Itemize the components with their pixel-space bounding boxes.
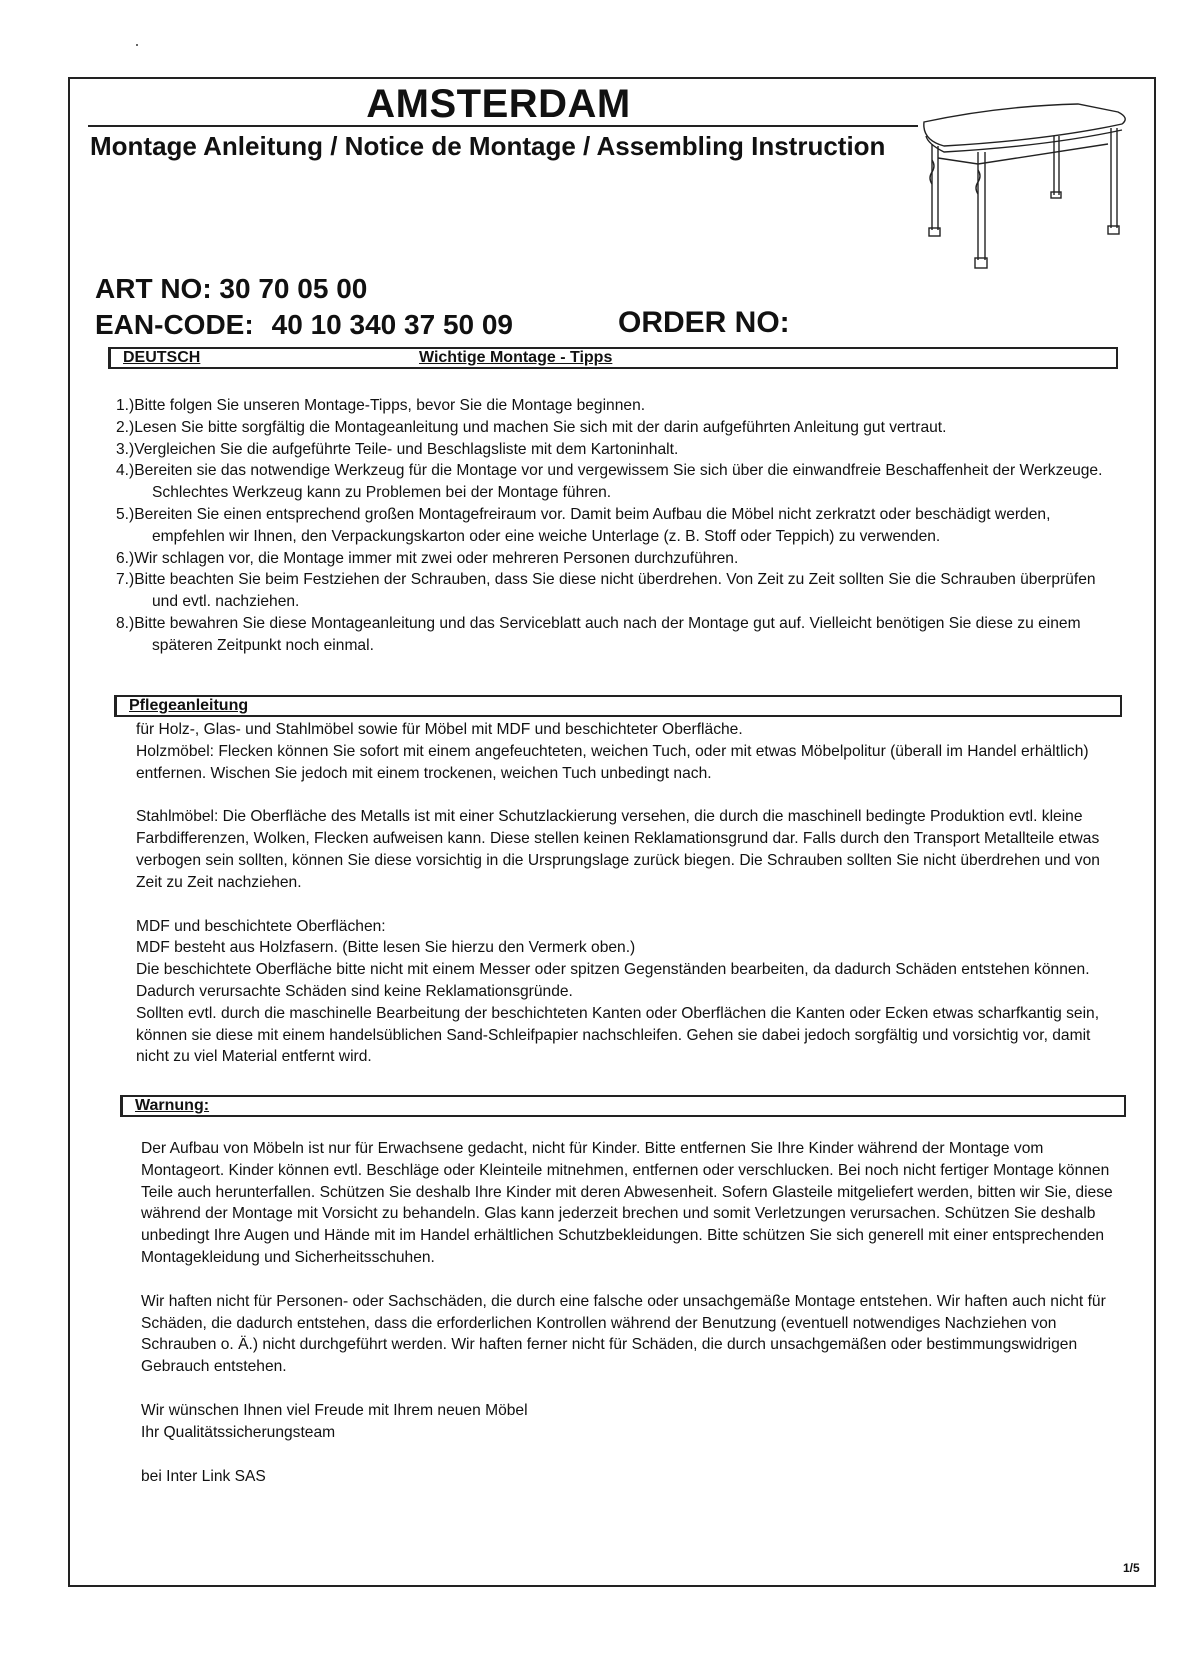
order-number-label: ORDER NO:: [618, 306, 790, 339]
section-header-care: [114, 695, 1122, 717]
list-item: 6.)Wir schlagen vor, die Montage immer mit zwei oder mehreren Personen durchzuführen.: [116, 549, 739, 567]
care-instructions: [136, 719, 1126, 1068]
list-item: 3.)Vergleichen Sie die aufgeführte Teile- und Beschlagsliste mit dem Kartoninhalt.: [116, 440, 679, 458]
section-label-warning: Warnung:: [135, 1097, 210, 1114]
document-title: AMSTERDAM: [366, 82, 631, 126]
care-mdf-title: MDF und beschichtete Oberflächen:: [136, 917, 386, 935]
section-label-care: Pflegeanleitung: [129, 697, 249, 714]
care-wood: Holzmöbel: Flecken können Sie sofort mit einem angefeuchteten, weichen Tuch, oder mit etwas Möbelpolitur (überall im Handel erhältlich) entfernen. Wischen Sie jedoch mit einem trockenen, weichen Tuch unbedingt nach.: [136, 742, 1089, 782]
care-mdf-3: Sollten evtl. durch die maschinelle Bearbeitung der beschichteten Kanten oder Oberflächen die Kanten oder Ecken etwas scharfkantig sein, können sie diese mit einem handelsüblichen Sand-Schleifpapier nachschleifen. Gehen sie dabei jedoch sorgfältig und vorsichtig vor, damit nicht zu viel Material entfernt wird.: [136, 1004, 1100, 1066]
title-rule: [88, 125, 918, 127]
care-mdf-1: MDF besteht aus Holzfasern. (Bitte lesen Sie hierzu den Vermerk oben.): [136, 939, 636, 957]
article-number: ART NO: 30 70 05 00: [95, 273, 368, 304]
table-icon: [918, 100, 1138, 280]
section-header-deutsch: [108, 347, 1118, 369]
warning-paragraph-2: Wir haften nicht für Personen- oder Sachschäden, die durch eine falsche oder unsachgemäße Montage entstehen. Wir haften auch nicht für Schäden, die dadurch entstehen, dass die erforderlichen Kontrollen während der Benutzung (eventuell notwendiges Nachziehen von Schrauben o. Ä.) nicht durchgeführt werden. Wir haften ferner nicht für Schäden, die durch unsachgemäßen oder bestimmungswidrigen Gebrauch entstehen.: [141, 1292, 1106, 1376]
section-heading-tips: Wichtige Montage - Tipps: [419, 349, 613, 366]
section-header-warning: [120, 1095, 1126, 1117]
warning-paragraph-1: Der Aufbau von Möbeln ist nur für Erwachsene gedacht, nicht für Kinder. Bitte entfernen Sie Ihre Kinder während der Montage vom Montageort. Kinder können evtl. Beschläge oder Kleinteile mitnehmen, entfernen oder verschlucken. Bei noch nicht fertiger Montage können Teile auch herunterfallen. Schützen Sie deshalb Ihre Kinder mit deren Abwesenheit. Sofern Glasteile mitgeliefert werden, bitten wir Sie, diese während der Montage mit Vorsicht zu behandeln. Glas kann jederzeit brechen und somit Verletzungen verursachen. Schützen Sie deshalb unbedingt Ihre Augen und Hände mit im Handel erhältlichen Schutzbekleidungen. Bitte schützen Sie sich generell mit einer entsprechenden Montagekleidung und Sicherheitsschuhen.: [141, 1140, 1113, 1266]
closing-line: Wir wünschen Ihnen viel Freude mit Ihrem neuen Möbel: [141, 1401, 528, 1419]
care-steel: Stahlmöbel: Die Oberfläche des Metalls ist mit einer Schutzlackierung versehen, die durch die maschinell bedingte Produktion evtl. kleine Farbdifferenzen, Wolken, Flecken aufweisen kann. Diese stellen keinen Reklamationsgrund dar. Falls durch den Transport Metallteile etwas verbogen sein sollten, können Sie diese vorsichtig in die Ursprungslage zurück biegen. Die Schrauben sollten Sie nicht überdrehen und von Zeit zu Zeit nachziehen.: [136, 808, 1100, 891]
list-item: 1.)Bitte folgen Sie unseren Montage-Tipps, bevor Sie die Montage beginnen.: [116, 397, 646, 414]
list-item: 5.)Bereiten Sie einen entsprechend großen Montagefreiraum vor. Damit beim Aufbau die Möbel nicht zerkratzt oder beschädigt werden, empfehlen wir Ihnen, den Verpackungskarton oder eine weiche Unterlage (z. B. Stoff oder Teppich) zu verwenden.: [116, 505, 1051, 545]
company-line: bei Inter Link SAS: [141, 1467, 266, 1485]
warning-text: [141, 1138, 1121, 1487]
ean-label: EAN-CODE:: [95, 309, 254, 340]
care-mdf-2: Die beschichtete Oberfläche bitte nicht mit einem Messer oder spitzen Gegenständen bearbeiten, da dadurch Schäden entstehen können. Dadurch verursachte Schäden sind keine Reklamationsgründe.: [136, 961, 1090, 1000]
list-item: 2.)Lesen Sie bitte sorgfältig die Montageanleitung und machen Sie sich mit der darin aufgeführten Anleitung gut vertraut.: [116, 418, 947, 436]
list-item: 8.)Bitte bewahren Sie diese Montageanleitung und das Serviceblatt auch nach der Montage gut auf. Vielleicht benötigen Sie diese zu einem späteren Zeitpunkt noch einmal.: [116, 614, 1081, 654]
list-item: 7.)Bitte beachten Sie beim Festziehen der Schrauben, dass Sie diese nicht überdrehen. Von Zeit zu Zeit sollten Sie die Schrauben überprüfen und evtl. nachziehen.: [116, 571, 1096, 611]
closing-signature: Ihr Qualitätssicherungsteam: [141, 1423, 336, 1441]
section-label-deutsch: DEUTSCH: [123, 349, 201, 366]
tips-list: [116, 395, 1116, 657]
ean-value: 40 10 340 37 50 09: [271, 309, 514, 340]
page-number: 1/5: [1123, 1561, 1140, 1575]
scan-speck: [136, 44, 138, 46]
document-subtitle: Montage Anleitung / Notice de Montage / Assembling Instruction: [90, 131, 886, 161]
ean-code: [95, 309, 513, 341]
list-item: 4.)Bereiten sie das notwendige Werkzeug für die Montage vor und vergewissem Sie sich über die einwandfreie Beschaffenheit der Werkzeuge. Schlechtes Werkzeug kann zu Problemen bei der Montage führen.: [116, 462, 1103, 502]
care-intro: für Holz-, Glas- und Stahlmöbel sowie für Möbel mit MDF und beschichteter Oberfläche.: [136, 721, 743, 738]
